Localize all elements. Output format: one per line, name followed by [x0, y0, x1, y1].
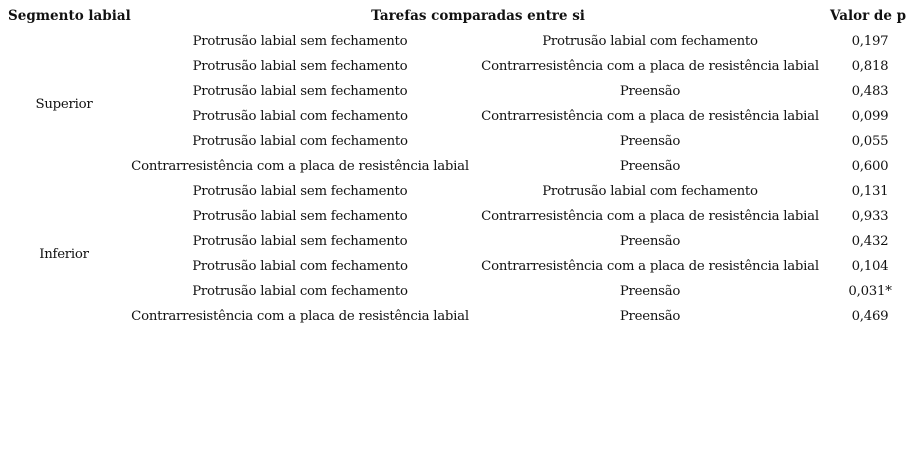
table-row — [0, 229, 912, 254]
table-row — [0, 279, 912, 304]
task-b-cell: Preensão — [619, 84, 681, 99]
pvalue-header: Valor de p — [830, 8, 907, 24]
table-row — [0, 179, 912, 204]
pvalue-cell: 0,055 — [851, 134, 889, 149]
task-a-cell: Protrusão labial sem fechamento — [192, 184, 408, 199]
pvalue-cell: 0,104 — [851, 259, 889, 274]
task-b-cell: Contrarresistência com a placa de resistência labial — [481, 59, 819, 74]
task-a-cell: Protrusão labial com fechamento — [192, 109, 408, 124]
task-b-cell: Preensão — [619, 284, 681, 299]
task-a-cell: Protrusão labial sem fechamento — [192, 34, 408, 49]
table-row — [0, 204, 912, 229]
pvalue-cell: 0,197 — [851, 34, 889, 49]
table-row — [0, 104, 912, 129]
table-row — [0, 129, 912, 154]
task-a-cell: Protrusão labial com fechamento — [192, 259, 408, 274]
segment-header: Segmento labial — [8, 8, 131, 24]
task-a-cell: Protrusão labial sem fechamento — [192, 84, 408, 99]
table-row — [0, 29, 912, 54]
task-b-cell: Contrarresistência com a placa de resistência labial — [481, 209, 819, 224]
segment-cell-superior: Superior — [35, 96, 93, 112]
table-row — [0, 154, 912, 179]
task-b-cell: Preensão — [619, 134, 681, 149]
task-b-cell: Contrarresistência com a placa de resistência labial — [481, 259, 819, 274]
table-row — [0, 254, 912, 279]
task-a-cell: Protrusão labial sem fechamento — [192, 234, 408, 249]
comparison-table — [0, 4, 912, 329]
task-b-cell: Contrarresistência com a placa de resistência labial — [481, 109, 819, 124]
task-b-cell: Preensão — [619, 234, 681, 249]
table-row — [0, 79, 912, 104]
task-a-cell: Protrusão labial sem fechamento — [192, 209, 408, 224]
pvalue-cell: 0,031* — [848, 284, 892, 299]
table-row — [0, 304, 912, 329]
pvalue-cell: 0,933 — [851, 209, 889, 224]
task-a-cell: Contrarresistência com a placa de resistência labial — [131, 159, 469, 174]
task-a-cell: Protrusão labial sem fechamento — [192, 59, 408, 74]
table-row — [0, 54, 912, 79]
segment-cell-inferior: Inferior — [39, 246, 89, 262]
tasks-header: Tarefas comparadas entre si — [371, 8, 585, 24]
pvalue-cell: 0,432 — [851, 234, 889, 249]
pvalue-cell: 0,099 — [851, 109, 889, 124]
pvalue-cell: 0,818 — [851, 59, 889, 74]
pvalue-cell: 0,483 — [851, 84, 889, 99]
task-a-cell: Protrusão labial com fechamento — [192, 134, 408, 149]
pvalue-cell: 0,600 — [851, 159, 889, 174]
table-header-row — [0, 4, 912, 29]
task-b-cell: Protrusão labial com fechamento — [542, 184, 758, 199]
task-b-cell: Protrusão labial com fechamento — [542, 34, 758, 49]
pvalue-cell: 0,469 — [851, 309, 889, 324]
task-b-cell: Preensão — [619, 309, 681, 324]
pvalue-cell: 0,131 — [851, 184, 889, 199]
task-a-cell: Protrusão labial com fechamento — [192, 284, 408, 299]
task-a-cell: Contrarresistência com a placa de resistência labial — [131, 309, 469, 324]
task-b-cell: Preensão — [619, 159, 681, 174]
